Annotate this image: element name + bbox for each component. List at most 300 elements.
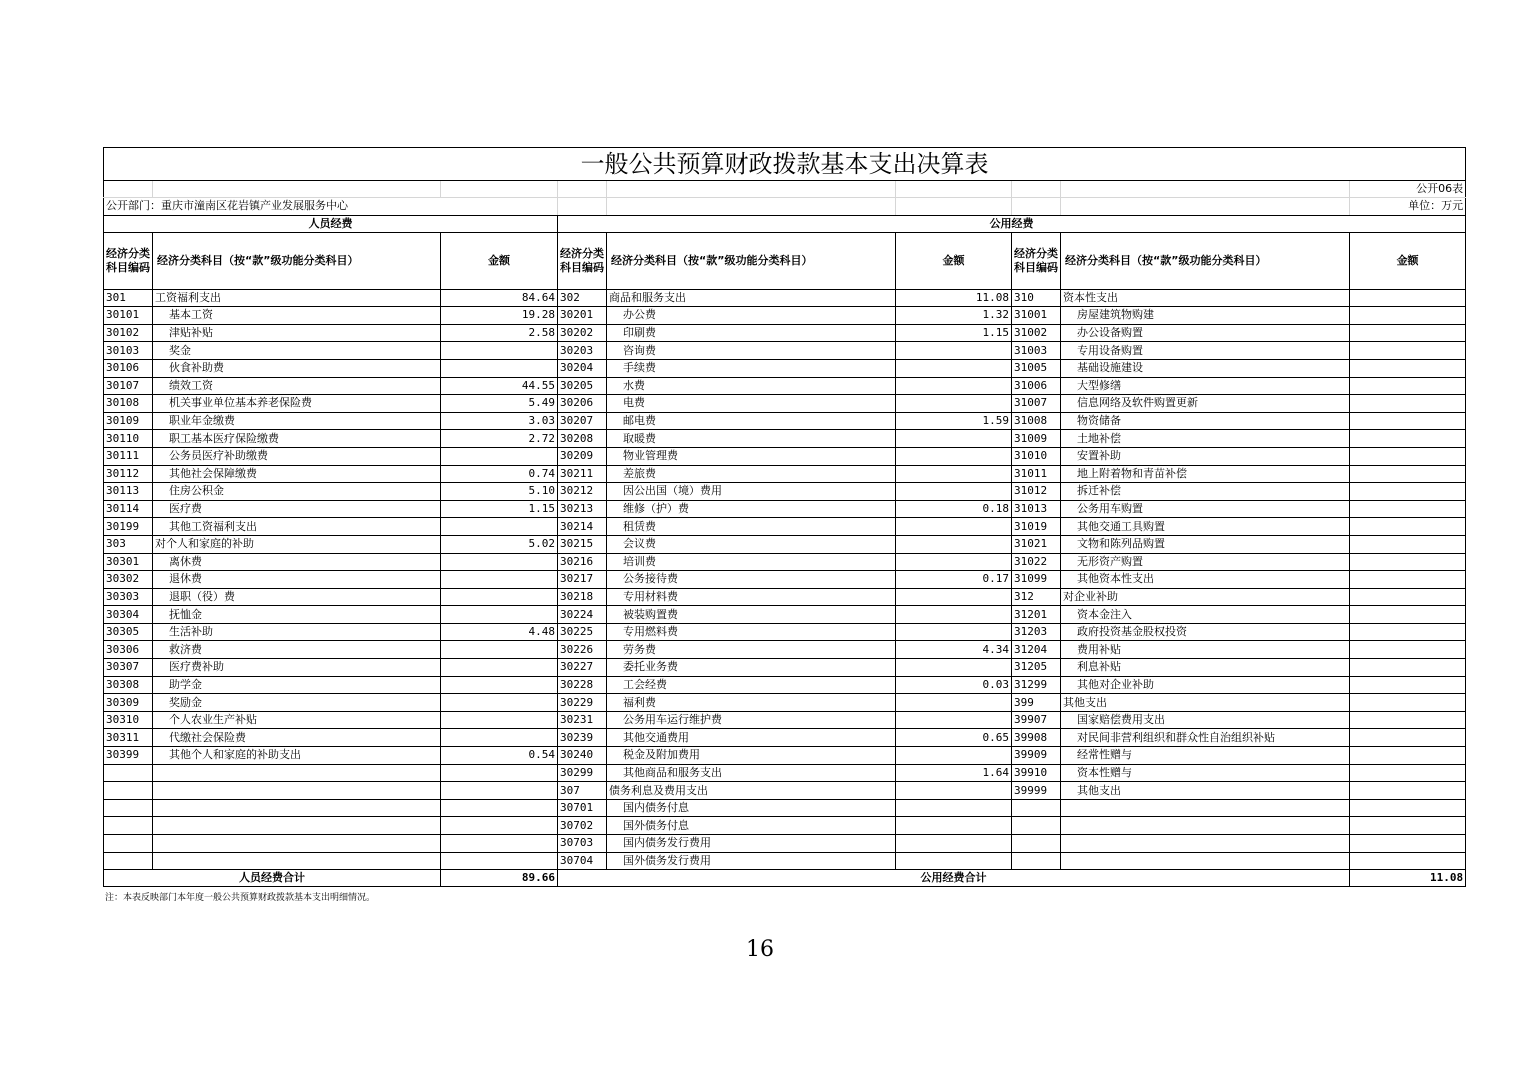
name-cell: 生活补助 [153, 623, 441, 641]
amount-cell: 5.10 [441, 483, 558, 501]
name-cell: 租赁费 [607, 518, 896, 536]
amount-cell [896, 430, 1012, 448]
amount-cell [1350, 289, 1466, 307]
code-cell: 31008 [1012, 412, 1061, 430]
amount-cell [896, 711, 1012, 729]
code-cell: 30702 [558, 817, 607, 835]
name-cell: 其他社会保障缴费 [153, 465, 441, 483]
code-cell: 30229 [558, 694, 607, 712]
amount-cell [441, 553, 558, 571]
amount-cell: 4.34 [896, 641, 1012, 659]
name-cell: 劳务费 [607, 641, 896, 659]
code-cell: 30239 [558, 729, 607, 747]
amount-cell [1350, 500, 1466, 518]
name-cell: 安置补助 [1061, 447, 1350, 465]
name-cell: 其他支出 [1061, 694, 1350, 712]
amount-cell [1350, 518, 1466, 536]
name-cell: 救济费 [153, 641, 441, 659]
amount-cell [1350, 359, 1466, 377]
amount-cell [896, 817, 1012, 835]
page-title: 一般公共预算财政拨款基本支出决算表 [104, 148, 1466, 181]
code-cell: 30207 [558, 412, 607, 430]
code-cell: 31203 [1012, 623, 1061, 641]
amount-cell: 0.03 [896, 676, 1012, 694]
code-cell: 30305 [104, 623, 153, 641]
name-cell: 其他交通工具购置 [1061, 518, 1350, 536]
amount-cell [896, 395, 1012, 413]
name-cell: 公务用车运行维护费 [607, 711, 896, 729]
name-cell: 退休费 [153, 571, 441, 589]
code-cell: 30302 [104, 571, 153, 589]
amount-cell [1350, 553, 1466, 571]
public-total-label: 公用经费合计 [558, 870, 1350, 887]
amount-cell [896, 782, 1012, 800]
name-cell: 专用燃料费 [607, 623, 896, 641]
amount-cell [896, 342, 1012, 360]
name-cell: 经常性赠与 [1061, 747, 1350, 765]
name-cell: 因公出国（境）费用 [607, 483, 896, 501]
code-cell [104, 782, 153, 800]
name-cell: 职业年金缴费 [153, 412, 441, 430]
code-cell: 31006 [1012, 377, 1061, 395]
table-row [104, 641, 1466, 659]
code-cell: 30703 [558, 835, 607, 853]
table-row [104, 483, 1466, 501]
name-cell: 基础设施建设 [1061, 359, 1350, 377]
amount-cell [441, 571, 558, 589]
code-cell: 30206 [558, 395, 607, 413]
name-cell: 信息网络及软件购置更新 [1061, 395, 1350, 413]
amount-cell [1350, 447, 1466, 465]
table-row [104, 430, 1466, 448]
name-cell [153, 852, 441, 870]
table-row [104, 500, 1466, 518]
amount-cell: 0.74 [441, 465, 558, 483]
table-row [104, 747, 1466, 765]
code-cell: 30307 [104, 659, 153, 677]
name-cell: 债务利息及费用支出 [607, 782, 896, 800]
amount-cell [896, 553, 1012, 571]
amount-cell [1350, 782, 1466, 800]
table-row [104, 852, 1466, 870]
code-cell: 30240 [558, 747, 607, 765]
name-cell [1061, 817, 1350, 835]
amount-cell: 84.64 [441, 289, 558, 307]
amount-cell [441, 676, 558, 694]
name-cell: 水费 [607, 377, 896, 395]
name-cell: 电费 [607, 395, 896, 413]
code-cell: 31012 [1012, 483, 1061, 501]
name-cell: 对个人和家庭的补助 [153, 535, 441, 553]
name-cell: 委托业务费 [607, 659, 896, 677]
code-cell: 30399 [104, 747, 153, 765]
code-cell [104, 852, 153, 870]
name-cell: 大型修缮 [1061, 377, 1350, 395]
amount-cell [1350, 623, 1466, 641]
header-name-2: 经济分类科目（按“款”级功能分类科目） [607, 232, 896, 289]
header-name-3: 经济分类科目（按“款”级功能分类科目） [1061, 232, 1350, 289]
code-cell: 31003 [1012, 342, 1061, 360]
code-cell: 30113 [104, 483, 153, 501]
section-public: 公用经费 [558, 215, 1466, 232]
amount-cell: 19.28 [441, 307, 558, 325]
amount-cell [441, 817, 558, 835]
amount-cell [896, 659, 1012, 677]
amount-cell: 0.54 [441, 747, 558, 765]
amount-cell [1350, 483, 1466, 501]
name-cell [153, 817, 441, 835]
code-cell: 30704 [558, 852, 607, 870]
page-number: 16 [746, 937, 774, 962]
code-cell: 30306 [104, 641, 153, 659]
name-cell: 公务员医疗补助缴费 [153, 447, 441, 465]
name-cell: 土地补偿 [1061, 430, 1350, 448]
code-cell [104, 764, 153, 782]
name-cell: 费用补贴 [1061, 641, 1350, 659]
name-cell: 工资福利支出 [153, 289, 441, 307]
amount-cell [896, 623, 1012, 641]
name-cell: 国家赔偿费用支出 [1061, 711, 1350, 729]
header-amount-3: 金额 [1350, 232, 1466, 289]
name-cell: 会议费 [607, 535, 896, 553]
code-cell: 30215 [558, 535, 607, 553]
code-cell: 31299 [1012, 676, 1061, 694]
code-cell: 30308 [104, 676, 153, 694]
amount-cell [1350, 729, 1466, 747]
name-cell: 对民间非营利组织和群众性自治组织补贴 [1061, 729, 1350, 747]
name-cell: 住房公积金 [153, 483, 441, 501]
amount-cell: 0.17 [896, 571, 1012, 589]
amount-cell [896, 694, 1012, 712]
amount-cell: 0.18 [896, 500, 1012, 518]
amount-cell: 1.32 [896, 307, 1012, 325]
code-cell: 31205 [1012, 659, 1061, 677]
code-cell: 31201 [1012, 606, 1061, 624]
amount-cell [1350, 535, 1466, 553]
code-cell: 30101 [104, 307, 153, 325]
name-cell: 工会经费 [607, 676, 896, 694]
code-cell: 30111 [104, 447, 153, 465]
amount-cell [441, 641, 558, 659]
table-row [104, 395, 1466, 413]
name-cell: 咨询费 [607, 342, 896, 360]
name-cell: 差旅费 [607, 465, 896, 483]
table-row [104, 377, 1466, 395]
table-row [104, 307, 1466, 325]
amount-cell [896, 799, 1012, 817]
name-cell: 基本工资 [153, 307, 441, 325]
amount-cell [896, 835, 1012, 853]
amount-cell [441, 694, 558, 712]
code-cell: 30107 [104, 377, 153, 395]
section-personnel: 人员经费 [104, 215, 558, 232]
footnote: 注：本表反映部门本年度一般公共预算财政拨款基本支出明细情况。 [105, 893, 376, 903]
name-cell [1061, 852, 1350, 870]
code-cell: 31010 [1012, 447, 1061, 465]
amount-cell [896, 535, 1012, 553]
name-cell: 福利费 [607, 694, 896, 712]
table-row [104, 606, 1466, 624]
name-cell: 公务接待费 [607, 571, 896, 589]
amount-cell: 11.08 [896, 289, 1012, 307]
amount-cell [441, 659, 558, 677]
amount-cell [1350, 676, 1466, 694]
amount-cell [896, 606, 1012, 624]
amount-cell [896, 483, 1012, 501]
amount-cell [441, 729, 558, 747]
code-cell: 30217 [558, 571, 607, 589]
table-row [104, 817, 1466, 835]
amount-cell [1350, 711, 1466, 729]
name-cell [1061, 799, 1350, 817]
table-row [104, 588, 1466, 606]
name-cell [153, 782, 441, 800]
amount-cell [896, 747, 1012, 765]
name-cell: 维修（护）费 [607, 500, 896, 518]
name-cell: 伙食补助费 [153, 359, 441, 377]
table-row [104, 553, 1466, 571]
name-cell: 房屋建筑物购建 [1061, 307, 1350, 325]
name-cell: 专用材料费 [607, 588, 896, 606]
amount-cell: 1.59 [896, 412, 1012, 430]
name-cell [153, 799, 441, 817]
name-cell: 无形资产购置 [1061, 553, 1350, 571]
code-cell [104, 799, 153, 817]
name-cell: 资本性支出 [1061, 289, 1350, 307]
amount-cell [1350, 588, 1466, 606]
code-cell: 31001 [1012, 307, 1061, 325]
code-cell [1012, 799, 1061, 817]
code-cell [1012, 852, 1061, 870]
name-cell [153, 835, 441, 853]
code-cell: 30114 [104, 500, 153, 518]
code-cell: 39999 [1012, 782, 1061, 800]
code-cell: 30102 [104, 324, 153, 342]
amount-cell [441, 518, 558, 536]
code-cell: 39907 [1012, 711, 1061, 729]
amount-cell [1350, 799, 1466, 817]
name-cell: 职工基本医疗保险缴费 [153, 430, 441, 448]
table-row [104, 289, 1466, 307]
code-cell: 30301 [104, 553, 153, 571]
table-row [104, 359, 1466, 377]
amount-cell [896, 359, 1012, 377]
code-cell: 30213 [558, 500, 607, 518]
name-cell: 办公设备购置 [1061, 324, 1350, 342]
code-cell: 30203 [558, 342, 607, 360]
amount-cell [441, 342, 558, 360]
amount-cell [896, 518, 1012, 536]
form-number: 公开06表 [1350, 181, 1466, 198]
table-row [104, 571, 1466, 589]
name-cell: 其他个人和家庭的补助支出 [153, 747, 441, 765]
name-cell: 地上附着物和青苗补偿 [1061, 465, 1350, 483]
table-row [104, 694, 1466, 712]
amount-cell [896, 377, 1012, 395]
amount-cell [1350, 412, 1466, 430]
totals-row [104, 870, 1466, 887]
code-cell: 31005 [1012, 359, 1061, 377]
amount-cell: 3.03 [441, 412, 558, 430]
code-cell: 31022 [1012, 553, 1061, 571]
name-cell: 商品和服务支出 [607, 289, 896, 307]
table-row [104, 659, 1466, 677]
amount-cell [441, 359, 558, 377]
name-cell: 公务用车购置 [1061, 500, 1350, 518]
code-cell: 31019 [1012, 518, 1061, 536]
name-cell: 津贴补贴 [153, 324, 441, 342]
code-cell: 30201 [558, 307, 607, 325]
name-cell: 其他工资福利支出 [153, 518, 441, 536]
code-cell: 30212 [558, 483, 607, 501]
name-cell: 利息补贴 [1061, 659, 1350, 677]
code-cell: 302 [558, 289, 607, 307]
amount-cell: 5.49 [441, 395, 558, 413]
code-cell: 312 [1012, 588, 1061, 606]
name-cell: 其他商品和服务支出 [607, 764, 896, 782]
name-cell: 奖金 [153, 342, 441, 360]
code-cell: 30309 [104, 694, 153, 712]
amount-cell [441, 782, 558, 800]
code-cell: 30225 [558, 623, 607, 641]
name-cell: 办公费 [607, 307, 896, 325]
code-cell: 30103 [104, 342, 153, 360]
code-cell: 30224 [558, 606, 607, 624]
name-cell: 取暖费 [607, 430, 896, 448]
code-cell: 31204 [1012, 641, 1061, 659]
code-cell: 307 [558, 782, 607, 800]
amount-cell: 1.15 [441, 500, 558, 518]
name-cell: 其他交通费用 [607, 729, 896, 747]
amount-cell [441, 606, 558, 624]
code-cell: 30218 [558, 588, 607, 606]
name-cell: 物业管理费 [607, 447, 896, 465]
name-cell: 国内债务付息 [607, 799, 896, 817]
header-code-1: 经济分类科目编码 [104, 232, 153, 289]
amount-cell [441, 711, 558, 729]
amount-cell [441, 588, 558, 606]
name-cell: 奖励金 [153, 694, 441, 712]
amount-cell [441, 764, 558, 782]
code-cell: 30109 [104, 412, 153, 430]
code-cell: 30205 [558, 377, 607, 395]
table-row [104, 324, 1466, 342]
code-cell: 31009 [1012, 430, 1061, 448]
name-cell: 专用设备购置 [1061, 342, 1350, 360]
name-cell: 文物和陈列品购置 [1061, 535, 1350, 553]
code-cell: 30202 [558, 324, 607, 342]
amount-cell: 2.58 [441, 324, 558, 342]
amount-cell [1350, 817, 1466, 835]
name-cell: 绩效工资 [153, 377, 441, 395]
expenditure-table [103, 147, 1466, 887]
table-row [104, 835, 1466, 853]
code-cell: 31007 [1012, 395, 1061, 413]
code-cell: 310 [1012, 289, 1061, 307]
code-cell: 30303 [104, 588, 153, 606]
name-cell: 被装购置费 [607, 606, 896, 624]
code-cell: 31011 [1012, 465, 1061, 483]
table-row [104, 623, 1466, 641]
table-row [104, 711, 1466, 729]
amount-cell [441, 852, 558, 870]
amount-cell: 1.15 [896, 324, 1012, 342]
code-cell: 31099 [1012, 571, 1061, 589]
amount-cell [1350, 659, 1466, 677]
name-cell: 印刷费 [607, 324, 896, 342]
code-cell: 30701 [558, 799, 607, 817]
name-cell: 培训费 [607, 553, 896, 571]
code-cell: 30208 [558, 430, 607, 448]
amount-cell [441, 799, 558, 817]
amount-cell [1350, 307, 1466, 325]
name-cell: 其他支出 [1061, 782, 1350, 800]
budget-sheet [103, 147, 1465, 887]
table-row [104, 535, 1466, 553]
name-cell: 离休费 [153, 553, 441, 571]
name-cell: 资本性赠与 [1061, 764, 1350, 782]
amount-cell [896, 852, 1012, 870]
table-row [104, 465, 1466, 483]
code-cell [104, 817, 153, 835]
personnel-total-value: 89.66 [441, 870, 558, 887]
code-cell: 30211 [558, 465, 607, 483]
code-cell: 39909 [1012, 747, 1061, 765]
name-cell: 拆迁补偿 [1061, 483, 1350, 501]
amount-cell [1350, 377, 1466, 395]
amount-cell: 5.02 [441, 535, 558, 553]
code-cell: 30227 [558, 659, 607, 677]
code-cell: 399 [1012, 694, 1061, 712]
amount-cell [896, 447, 1012, 465]
name-cell: 对企业补助 [1061, 588, 1350, 606]
amount-cell [1350, 324, 1466, 342]
code-cell: 30214 [558, 518, 607, 536]
personnel-total-label: 人员经费合计 [104, 870, 441, 887]
code-cell: 30311 [104, 729, 153, 747]
code-cell: 303 [104, 535, 153, 553]
department-label: 公开部门：重庆市潼南区花岩镇产业发展服务中心 [104, 198, 558, 216]
table-row [104, 729, 1466, 747]
code-cell: 30204 [558, 359, 607, 377]
name-cell: 机关事业单位基本养老保险费 [153, 395, 441, 413]
code-cell: 30106 [104, 359, 153, 377]
code-cell: 301 [104, 289, 153, 307]
amount-cell: 4.48 [441, 623, 558, 641]
code-cell: 39908 [1012, 729, 1061, 747]
code-cell [104, 835, 153, 853]
amount-cell [896, 465, 1012, 483]
name-cell: 医疗费 [153, 500, 441, 518]
header-amount-1: 金额 [441, 232, 558, 289]
code-cell [1012, 817, 1061, 835]
code-cell: 39910 [1012, 764, 1061, 782]
table-row [104, 447, 1466, 465]
code-cell: 31002 [1012, 324, 1061, 342]
amount-cell [1350, 747, 1466, 765]
table-row [104, 782, 1466, 800]
table-row [104, 764, 1466, 782]
code-cell: 30231 [558, 711, 607, 729]
header-code-3: 经济分类科目编码 [1012, 232, 1061, 289]
code-cell: 30304 [104, 606, 153, 624]
name-cell: 国外债务付息 [607, 817, 896, 835]
amount-cell: 44.55 [441, 377, 558, 395]
name-cell: 国内债务发行费用 [607, 835, 896, 853]
amount-cell: 0.65 [896, 729, 1012, 747]
amount-cell [1350, 430, 1466, 448]
amount-cell [1350, 852, 1466, 870]
